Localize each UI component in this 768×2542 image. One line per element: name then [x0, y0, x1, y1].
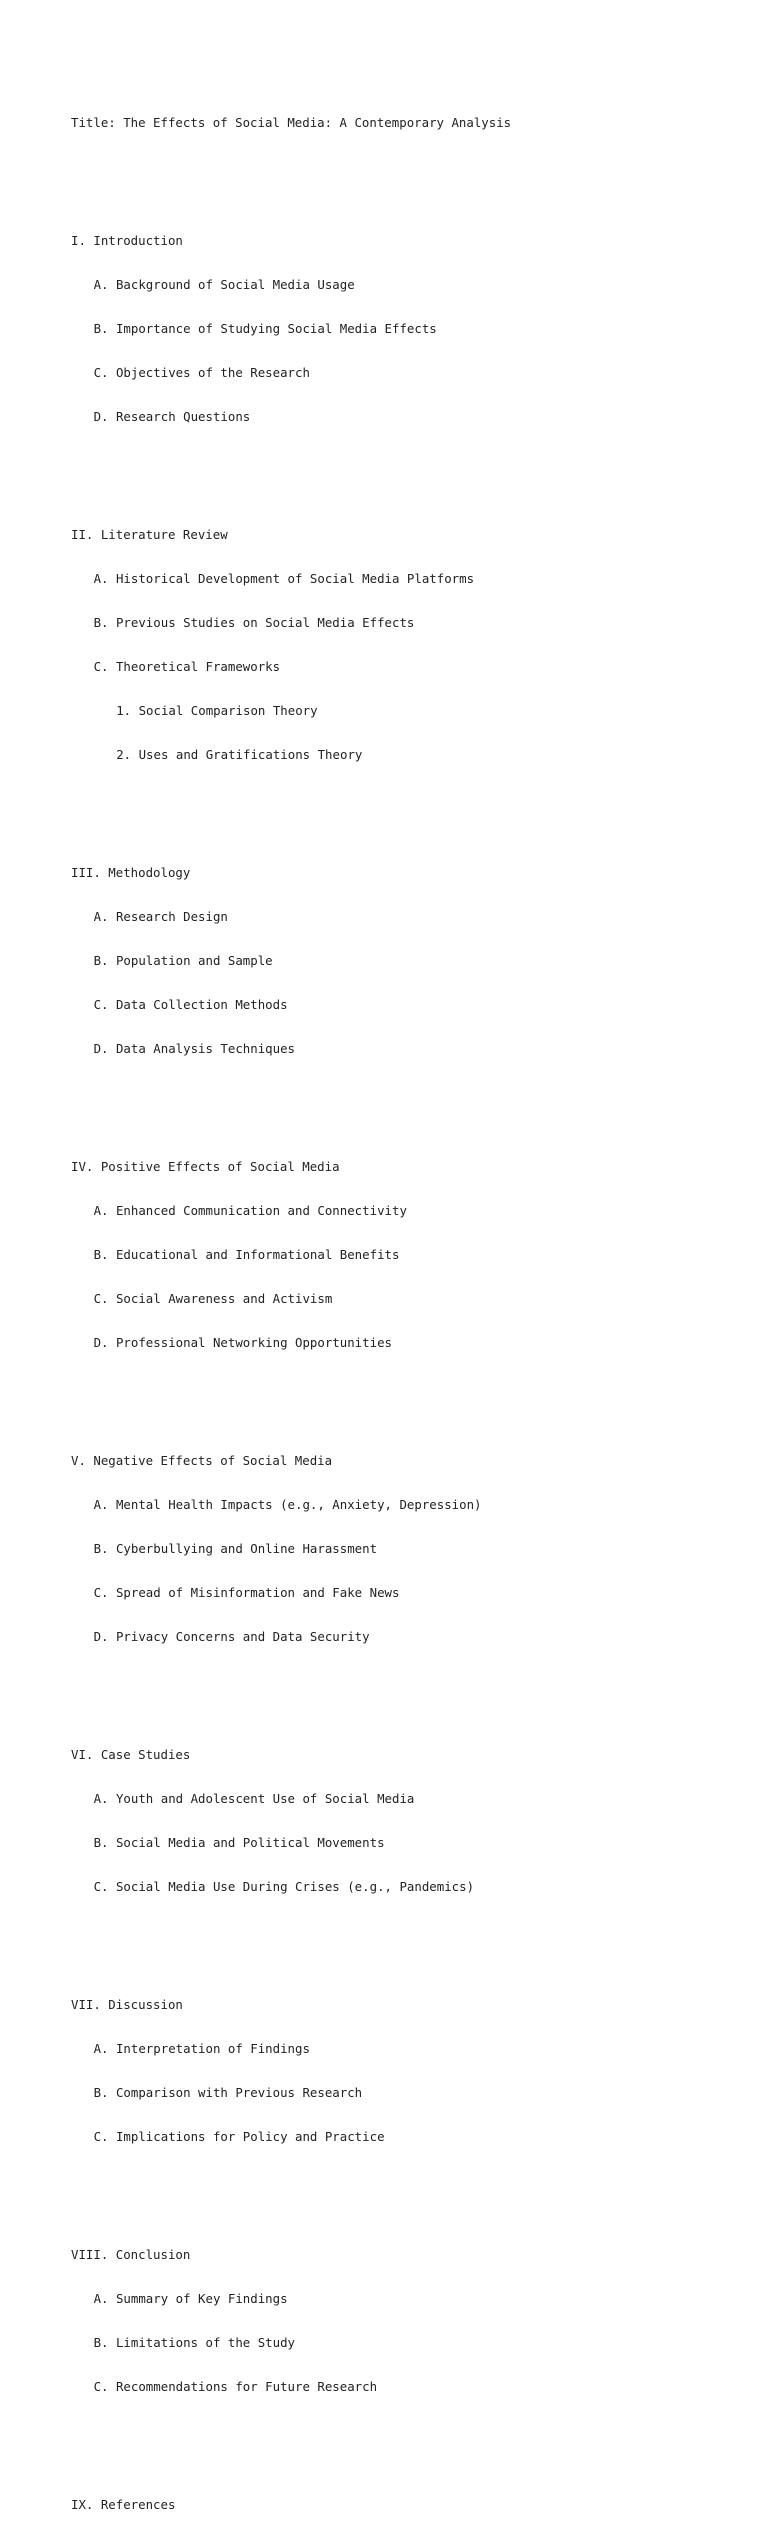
section-heading: IV. Positive Effects of Social Media — [71, 1159, 340, 1174]
outline-item: B. Educational and Informational Benefits — [93, 1247, 400, 1263]
spacer — [71, 161, 511, 176]
outline-item: C. Spread of Misinformation and Fake News — [93, 1585, 400, 1601]
section-heading: VII. Discussion — [71, 1996, 183, 2012]
spacer — [71, 1087, 511, 1102]
outline-item: A. Interpretation of Findings — [93, 2040, 310, 2056]
outline-item: D. Research Questions — [93, 409, 251, 425]
section-heading: VI. Case Studies — [71, 1746, 191, 1762]
outline-item: C. Social Media Use During Crises (e.g., Pandemics) — [93, 1879, 475, 1895]
spacer — [71, 454, 511, 469]
outline-item: B. Comparison with Previous Research — [93, 2085, 363, 2100]
outline-item: B. Limitations of the Study — [93, 2334, 296, 2350]
outline-item: C. Objectives of the Research — [93, 365, 310, 381]
section-heading: V. Negative Effects of Social Media — [71, 1452, 333, 1468]
outline-item: A. Research Design — [93, 909, 228, 925]
spacer — [71, 2424, 511, 2439]
outline-subitem: 2. Uses and Gratifications Theory — [116, 747, 363, 763]
outline-item: A. Enhanced Communication and Connectivity — [93, 1203, 407, 1219]
spacer — [71, 1924, 511, 1939]
outline-item: B. Previous Studies on Social Media Effects — [93, 615, 415, 631]
outline-subitem: 1. Social Comparison Theory — [116, 703, 318, 719]
outline-item: D. Professional Networking Opportunities — [93, 1335, 392, 1351]
outline-item: B. Cyberbullying and Online Harassment — [93, 1541, 378, 1557]
outline-item: A. Summary of Key Findings — [93, 2290, 288, 2306]
spacer — [71, 2174, 511, 2189]
section-heading: I. Introduction — [71, 233, 183, 248]
outline-item: A. Historical Development of Social Media Platforms — [93, 571, 475, 587]
section-heading: IX. References — [71, 2496, 176, 2512]
outline-item: B. Social Media and Political Movements — [93, 1835, 385, 1851]
outline-item: C. Implications for Policy and Practice — [93, 2129, 385, 2145]
outline-item: C. Social Awareness and Activism — [93, 1291, 333, 1307]
outline-item: B. Importance of Studying Social Media Effects — [93, 321, 437, 337]
outline — [71, 87, 511, 2542]
spacer — [71, 1380, 511, 1395]
section-heading: III. Methodology — [71, 865, 191, 881]
spacer — [71, 1674, 511, 1689]
outline-item: B. Population and Sample — [93, 953, 273, 969]
outline-item: A. Mental Health Impacts (e.g., Anxiety, Depression) — [93, 1497, 482, 1513]
section-heading: II. Literature Review — [71, 526, 228, 542]
outline-item: D. Privacy Concerns and Data Security — [93, 1629, 370, 1645]
section-heading: VIII. Conclusion — [71, 2246, 191, 2262]
outline-item: C. Data Collection Methods — [93, 997, 288, 1013]
spacer — [71, 793, 511, 808]
document-title: Title: The Effects of Social Media: A Contemporary Analysis — [71, 115, 512, 131]
outline-item: A. Background of Social Media Usage — [93, 277, 355, 293]
outline-item: C. Theoretical Frameworks — [93, 659, 281, 675]
outline-item: A. Youth and Adolescent Use of Social Media — [93, 1791, 415, 1807]
outline-item: C. Recommendations for Future Research — [93, 2378, 378, 2394]
outline-item: D. Data Analysis Techniques — [93, 1041, 296, 1057]
